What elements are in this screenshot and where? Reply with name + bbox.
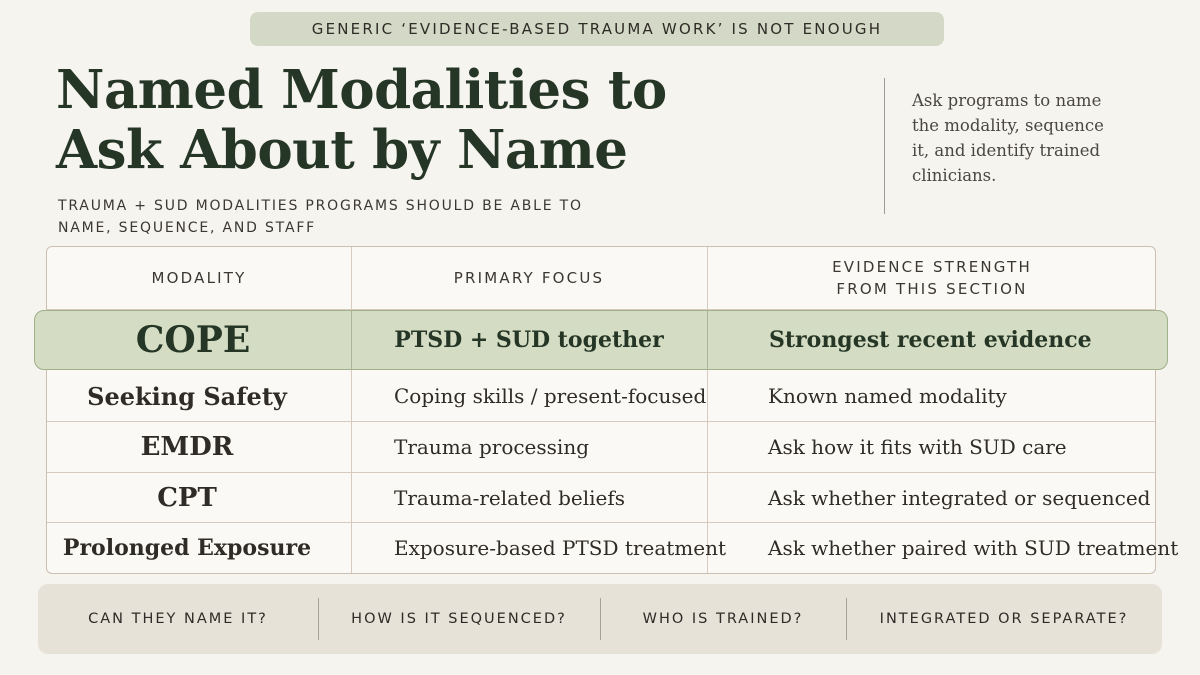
page-subtitle-line-2: NAME, SEQUENCE, AND STAFF [58, 220, 317, 236]
top-banner: GENERIC ‘EVIDENCE-BASED TRAUMA WORK’ IS NOT ENOUGH [250, 12, 944, 46]
modality-cell: Seeking Safety [87, 381, 287, 411]
focus-cell: Exposure-based PTSD treatment [394, 536, 727, 560]
page-title [56, 60, 696, 180]
highlight-focus: PTSD + SUD together [394, 326, 664, 353]
header-evidence-strength [707, 247, 1157, 309]
header-evidence-line-1: EVIDENCE STRENGTH [832, 258, 1032, 276]
highlight-evidence: Strongest recent evidence [769, 326, 1092, 353]
page-title-line-1: Named Modalities to [56, 59, 667, 121]
focus-cell: Coping skills / present-focused [394, 384, 707, 408]
page-subtitle [58, 195, 618, 239]
question-trained: WHO IS TRAINED? [642, 611, 804, 627]
header-primary-focus: PRIMARY FOCUS [453, 269, 605, 287]
evidence-cell: Ask how it fits with SUD care [768, 435, 1067, 459]
question-integrated: INTEGRATED OR SEPARATE? [879, 611, 1129, 627]
page-subtitle-line-1: TRAUMA + SUD MODALITIES PROGRAMS SHOULD BE ABLE TO [58, 198, 583, 214]
highlighted-row-cope [34, 310, 1168, 370]
side-divider [884, 78, 885, 214]
evidence-cell: Ask whether paired with SUD treatment [768, 536, 1179, 560]
modality-cell: Prolonged Exposure [62, 535, 312, 561]
evidence-cell: Ask whether integrated or sequenced [768, 485, 1151, 510]
question-sequenced: HOW IS IT SEQUENCED? [351, 611, 567, 627]
highlight-modality: COPE [135, 318, 251, 361]
evidence-cell: Known named modality [768, 384, 1007, 408]
column-divider [707, 311, 708, 369]
focus-cell: Trauma-related beliefs [394, 485, 626, 510]
side-note: Ask programs to name the modality, sequence it, and identify trained clinicians. [912, 91, 1104, 185]
question-name-it: CAN THEY NAME IT? [88, 611, 268, 627]
header-evidence-line-2: FROM THIS SECTION [836, 280, 1028, 298]
question-bar [38, 584, 1162, 654]
header-modality: MODALITY [151, 269, 247, 287]
modality-cell: EMDR [140, 432, 234, 462]
modality-cell: CPT [157, 482, 217, 513]
modality-table [46, 246, 1179, 574]
focus-cell: Trauma processing [394, 435, 589, 459]
page-title-line-2: Ask About by Name [56, 119, 628, 181]
